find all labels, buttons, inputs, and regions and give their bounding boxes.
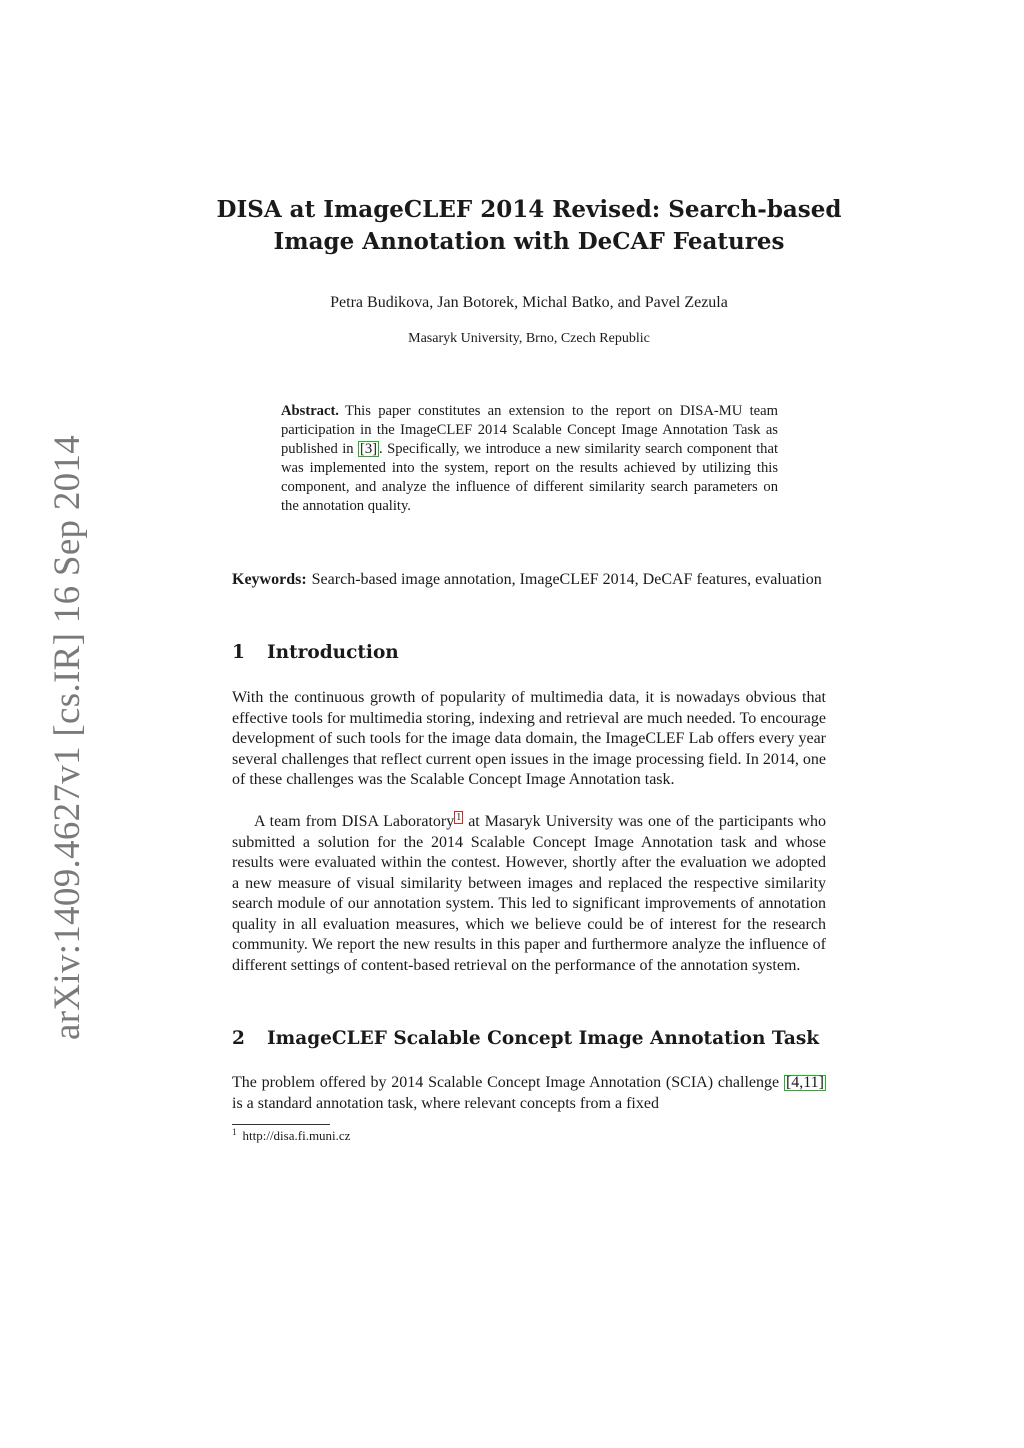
intro-paragraph-2-end: at Masaryk University was one of the participants who submitted a solution for the 2014 Scalable Concept Image Annotation task and whose results were evaluated within the contest. However, shortly after the evaluation we adopted a new measure of visual similarity between images and replaced the respective similarity search module of our annotation system. This led to significant improvements of annotation quality in all evaluation measures, which we believe could be of interest for the research community. We report the new results in this paper and furthermore analyze the influence of different settings of content-based retrieval on the performance of the annotation system. — [232, 813, 826, 974]
abstract-text-start: This paper constitutes an extension to the report on DISA-MU team participation in the ImageCLEF 2014 Scalable Concept Image Annotation Task as published in — [281, 403, 778, 457]
keywords — [232, 569, 826, 590]
section2-paragraph-1 — [232, 1073, 826, 1114]
intro-paragraph-2-start: A team from DISA Laboratory — [254, 813, 455, 830]
footnote-url[interactable]: http://disa.fi.muni.cz — [242, 1128, 351, 1143]
section-number: 2 — [232, 1028, 245, 1049]
abstract-text-end: . Specifically, we introduce a new similarity search component that was implemented into the system, report on the results achieved by utilizing this component, and analyze the influence of different similarity search parameters on the annotation quality. — [281, 441, 778, 514]
section-heading-introduction — [232, 642, 832, 663]
title-line-2: Image Annotation with DeCAF Features — [273, 228, 785, 255]
paper-title — [200, 194, 858, 258]
arxiv-identifier: arXiv:1409.4627v1 [cs.IR] 16 Sep 2014 — [47, 434, 88, 1040]
citation-link-3[interactable]: [3] — [360, 441, 378, 457]
abstract — [281, 402, 778, 516]
section-title: ImageCLEF Scalable Concept Image Annotation Task — [267, 1028, 820, 1049]
section2-paragraph-start: The problem offered by 2014 Scalable Concept Image Annotation (SCIA) challenge — [232, 1074, 784, 1091]
title-line-1: DISA at ImageCLEF 2014 Revised: Search-based — [216, 196, 842, 223]
author-list: Petra Budikova, Jan Botorek, Michal Batko, and Pavel Zezula — [330, 294, 728, 311]
abstract-label: Abstract. — [281, 403, 339, 419]
keywords-label: Keywords: — [232, 571, 307, 588]
section2-paragraph-end: is a standard annotation task, where relevant concepts from a fixed — [232, 1094, 659, 1112]
section-number: 1 — [232, 642, 245, 663]
footnote-ref-link[interactable]: 1 — [456, 812, 462, 823]
footnote-divider — [232, 1124, 330, 1125]
section-title: Introduction — [267, 642, 399, 663]
intro-paragraph-1: With the continuous growth of popularity of multimedia data, it is nowadays obvious that effective tools for multimedia storing, indexing and retrieval are much needed. To encourage development of such tools for the image data domain, the ImageCLEF Lab offers every year several challenges that reflect current open issues in the image processing field. In 2014, one of these challenges was the Scalable Concept Image Annotation task. — [232, 689, 826, 788]
footnote — [232, 1127, 350, 1144]
citation-link-4-11[interactable]: [4,11] — [785, 1074, 824, 1091]
keywords-text: Search-based image annotation, ImageCLEF 2014, DeCAF features, evaluation — [311, 571, 822, 588]
intro-paragraph-2 — [232, 811, 826, 976]
affiliation: Masaryk University, Brno, Czech Republic — [408, 331, 650, 346]
footnote-mark: 1 — [232, 1127, 237, 1137]
section-heading-scia-task — [232, 1028, 832, 1049]
